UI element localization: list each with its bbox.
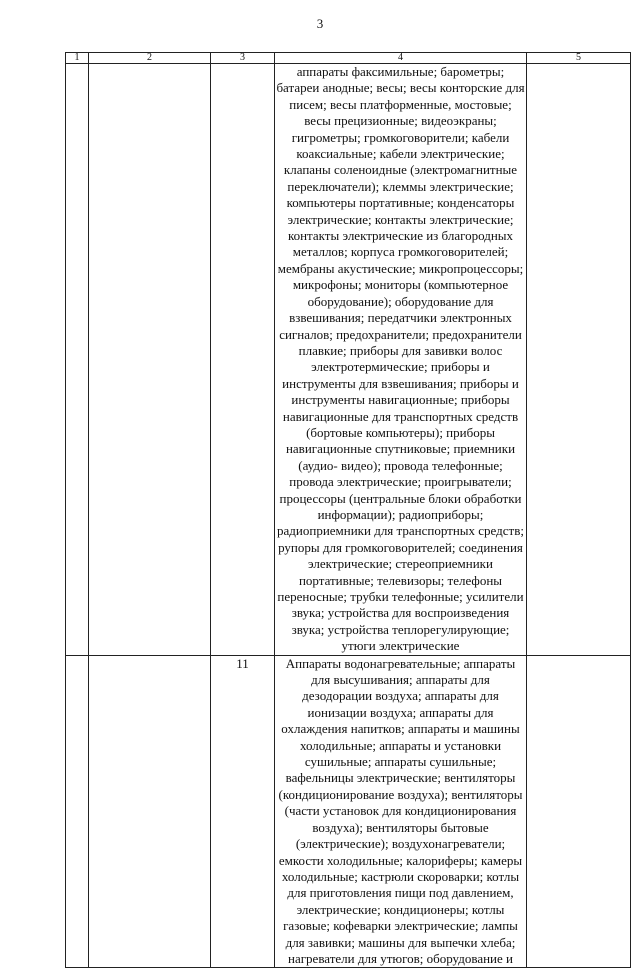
cell-col-1: [66, 655, 89, 968]
page-number: 3: [316, 16, 324, 31]
class-number-cell: [211, 64, 275, 656]
column-number-4: 4: [275, 53, 527, 64]
table-header-row: [66, 53, 631, 64]
goods-table: [65, 52, 631, 968]
column-number-1: 1: [66, 53, 89, 64]
column-number-5: 5: [527, 53, 631, 64]
column-number-2: 2: [89, 53, 211, 64]
cell-col-2: [89, 64, 211, 656]
class-number-cell: 11: [211, 655, 275, 968]
cell-col-5: [527, 64, 631, 656]
cell-col-1: [66, 64, 89, 656]
table-row: [66, 64, 631, 656]
column-number-3: 3: [211, 53, 275, 64]
cell-col-5: [527, 655, 631, 968]
goods-list-cell: аппараты факсимильные; барометры; батареи анодные; весы; весы конторские для писем; весы платформенные, мостовые; весы прецизионные; видеоэкраны; гигрометры; громкоговорители; кабели коаксиальные; кабели электрические; клапаны соленоидные (электромагнитные переключатели); клеммы электрические; компьютеры портативные; конденсаторы электрические; контакты электрические; контакты электрические из благородных металлов; корпуса громкоговорителей; мембраны акустические; микропроцессоры; микрофоны; мониторы (компьютерное оборудование); оборудование для взвешивания; передатчики электронных сигналов; предохранители; предохранители плавкие; приборы для завивки волос электротермические; приборы и инструменты для взвешивания; приборы и инструменты навигационные; приборы навигационные для транспортных средств (бортовые компьютеры); приборы навигационные спутниковые; приемники (аудио- видео); провода телефонные; провода электрические; проигрыватели; процессоры (центральные блоки обработки информации); радиоприборы; радиоприемники для транспортных средств; рупоры для громкоговорителей; соединения электрические; стереоприемники портативные; телевизоры; телефоны переносные; трубки телефонные; усилители звука; устройства для воспроизведения звука; устройства теплорегулирующие; утюги электрические: [276, 64, 525, 654]
table-row: [66, 655, 631, 968]
goods-list-cell: Аппараты водонагревательные; аппараты для высушивания; аппараты для дезодорации воздуха; аппараты для ионизации воздуха; аппараты для охлаждения напитков; аппараты и машины холодильные; аппараты и установки сушильные; аппараты сушильные; вафельницы электрические; вентиляторы (кондиционирование воздуха); вентиляторы (части установок для кондиционирования воздуха); вентиляторы бытовые (электрические); воздухонагреватели; емкости холодильные; калориферы; камеры холодильные; кастрюли скороварки; котлы для приготовления пищи под давлением, электрические; кондиционеры; котлы газовые; кофеварки электрические; лампы для завивки; машины для выпечки хлеба; нагреватели для утюгов; оборудование и: [275, 655, 527, 968]
cell-col-2: [89, 655, 211, 968]
